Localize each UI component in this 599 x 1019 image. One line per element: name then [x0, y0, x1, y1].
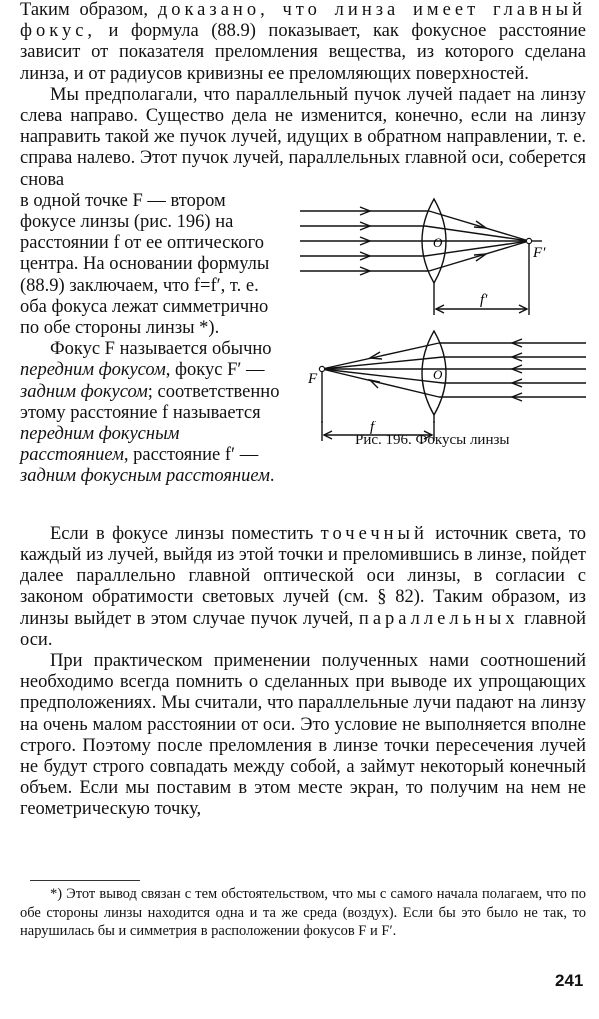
emphasis: передним фокусным расстоянием	[20, 424, 180, 466]
label-f-prime: f′	[480, 291, 488, 308]
paragraph-4	[20, 524, 586, 651]
text: главной оси.	[20, 608, 586, 650]
paragraph-5: При практическом применении полученных нами соотношений необходимо всегда помнить о сделанных при выводе их упрощающих предположениях. Мы считали, что параллельные лучи падают на линзу на очень малом расстоянии от оси. Это условие не выполняется вполне строго. Поэтому после преломления в линзе точки пересечения лучей не будут строго совпадать между собой, а займут некоторый конечный объем. Если мы поставим в этом месте экран, то получим на нем не геометрическую точку,	[20, 651, 586, 820]
text: , фокус F′ —	[165, 360, 265, 381]
focus-point-f-prime	[526, 238, 531, 243]
lens-diagram	[298, 183, 588, 423]
figure-caption: Рис. 196. Фокусы линзы	[355, 431, 510, 448]
focus-point-f	[319, 366, 324, 371]
label-F-prime: F′	[533, 244, 546, 261]
figure-wrap-block	[20, 191, 586, 524]
spaced-emphasis: точечный	[320, 523, 428, 544]
paragraph-3	[20, 339, 282, 487]
text: .	[269, 466, 275, 487]
top-lens	[300, 199, 542, 315]
paragraph-2-left: в одной точке F — втором фокусе линзы (рис. 196) на расстоянии f от ее оптического центра. На основании формулы (88.9) заключаем, что f=f′, т. е. оба фокуса лежат симметрично по обе стороны линзы *).	[20, 190, 270, 339]
text: и формула (88.9) показывает, как фокусное расстояние зависит от показателя преломления вещества, из которого сделана линза, и от радиусов кривизны ее преломляющих поверхностей.	[20, 21, 586, 84]
emphasis: передним фокусом	[20, 360, 166, 381]
text: источник света, то каждый из лучей, выйдя из этой точки и преломившись в линзе, пойдет далее параллельно главной оптической оси линзы, в согласии с законом обратимости световых лучей (см. § 82). Таким образом, из линзы выйдет в этом случае пучок лучей,	[20, 523, 587, 629]
paragraph-1	[20, 0, 586, 85]
text: , расстояние f′ —	[123, 445, 259, 466]
label-o-bottom: O	[433, 366, 443, 382]
footnote	[20, 885, 586, 941]
text: Таким образом,	[20, 0, 158, 20]
page-body	[20, 0, 586, 821]
left-column	[20, 191, 282, 488]
label-o-top: O	[433, 234, 443, 250]
paragraph-2-top: Мы предполагали, что параллельный пучок лучей падает на линзу слева направо. Существо дела не изменится, конечно, если на линзу направить такой же пучок лучей, идущих в обратном направлении, т. е. справа налево. Этот пучок лучей, параллельных главной оси, соберется снова	[20, 84, 586, 190]
emphasis: задним фокусным расстоянием	[20, 466, 270, 487]
text: Если в фокусе линзы поместить	[50, 523, 321, 544]
spaced-emphasis: доказано, что линза имеет главный фокус,	[20, 0, 587, 42]
bottom-lens	[322, 331, 586, 423]
emphasis: задним фокусом	[20, 381, 148, 402]
text: ; соответственно этому расстояние f называется	[20, 381, 280, 423]
footnote-text: *) Этот вывод связан с тем обстоятельством, что мы с самого начала полагаем, что по обе стороны линзы находится одна и та же среда (воздух). Если бы это было не так, то нарушилась бы и симметрия в расположении фокусов F и F′.	[20, 886, 586, 939]
page-number: 241	[555, 971, 584, 990]
footnote-divider	[30, 880, 140, 881]
label-F: F	[308, 370, 318, 387]
spaced-emphasis: параллельных	[358, 608, 519, 629]
label-f: f	[370, 420, 375, 435]
text: Фокус F называется обычно	[50, 339, 272, 360]
